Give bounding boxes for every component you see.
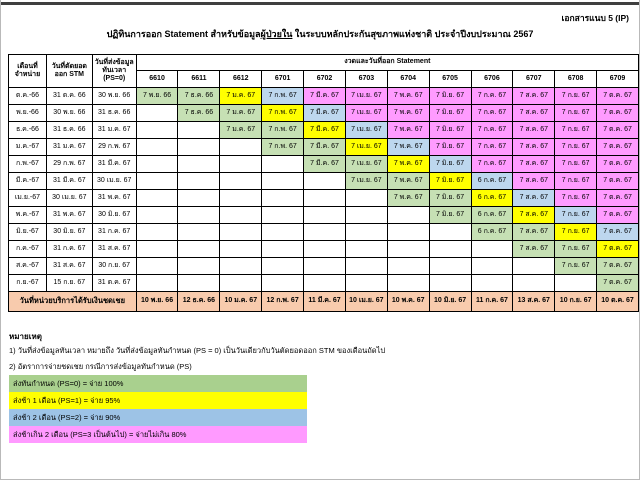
- month-cell: ต.ค.-66: [9, 88, 47, 105]
- statement-date-cell: 7 ธ.ค. 66: [178, 105, 220, 122]
- statement-date-cell: [471, 275, 513, 292]
- statement-date-cell: 7 ส.ค. 67: [513, 122, 555, 139]
- legend-item-ps1: ส่งช้า 1 เดือน (PS=1) = จ่าย 95%: [9, 392, 307, 409]
- cutoff-date-cell: 31 ต.ค. 66: [46, 88, 92, 105]
- statement-date-cell: [262, 190, 304, 207]
- page-title: [1, 27, 639, 41]
- month-cell: มี.ค.-67: [9, 173, 47, 190]
- table-row: [9, 224, 639, 241]
- statement-date-cell: 7 ต.ค. 67: [597, 139, 639, 156]
- statement-date-cell: 7 ก.พ. 67: [262, 122, 304, 139]
- month-cell: มิ.ย.-67: [9, 224, 47, 241]
- statement-date-cell: [178, 139, 220, 156]
- statement-date-cell: 7 มิ.ย. 67: [429, 122, 471, 139]
- col-header-month: เดือนที่จำหน่าย: [9, 55, 47, 88]
- payment-date-cell: 10 พ.ค. 67: [387, 292, 429, 312]
- statement-date-cell: [136, 173, 178, 190]
- month-cell: ม.ค.-67: [9, 139, 47, 156]
- statement-date-cell: [136, 258, 178, 275]
- col-header-cutoff: วันที่ตัดยอดออก STM: [46, 55, 92, 88]
- statement-date-cell: 7 ส.ค. 67: [513, 207, 555, 224]
- month-cell: ก.ย.-67: [9, 275, 47, 292]
- table-row: [9, 241, 639, 258]
- statement-date-cell: [178, 275, 220, 292]
- statement-date-cell: 7 ส.ค. 67: [513, 173, 555, 190]
- table-row: [9, 88, 639, 105]
- ontime-date-cell: 31 ก.ค. 67: [92, 224, 136, 241]
- statement-date-cell: [220, 207, 262, 224]
- statement-date-cell: 7 เม.ย. 67: [345, 122, 387, 139]
- period-header: 6610: [136, 71, 178, 88]
- statement-date-cell: 7 เม.ย. 67: [345, 173, 387, 190]
- statement-date-cell: [262, 224, 304, 241]
- table-row: [9, 105, 639, 122]
- statement-date-cell: [387, 207, 429, 224]
- statement-date-cell: 7 พ.ค. 67: [387, 139, 429, 156]
- ontime-date-cell: 31 ส.ค. 67: [92, 241, 136, 258]
- statement-date-cell: 7 ก.ย. 67: [555, 173, 597, 190]
- table-row: [9, 258, 639, 275]
- statement-date-cell: [178, 173, 220, 190]
- cutoff-date-cell: 30 พ.ย. 66: [46, 105, 92, 122]
- statement-date-cell: [136, 275, 178, 292]
- statement-date-cell: 7 เม.ย. 67: [345, 156, 387, 173]
- period-header: 6611: [178, 71, 220, 88]
- payment-date-cell: 11 มี.ค. 67: [304, 292, 346, 312]
- statement-date-cell: 7 มิ.ย. 67: [429, 88, 471, 105]
- statement-date-cell: 7 ก.ย. 67: [555, 207, 597, 224]
- statement-date-cell: [387, 275, 429, 292]
- month-cell: ส.ค.-67: [9, 258, 47, 275]
- statement-date-cell: [178, 241, 220, 258]
- statement-date-cell: [178, 224, 220, 241]
- note-2: 2) อัตราการจ่ายชดเชย กรณีการส่งข้อมูลทันกำหนด (PS): [9, 362, 192, 371]
- statement-date-cell: 7 ก.ย. 67: [555, 88, 597, 105]
- statement-date-cell: 7 ต.ค. 67: [597, 190, 639, 207]
- statement-date-cell: [220, 224, 262, 241]
- table-row: [9, 207, 639, 224]
- payment-date-cell: 13 ส.ค. 67: [513, 292, 555, 312]
- statement-date-cell: 7 ก.ย. 67: [555, 224, 597, 241]
- ontime-date-cell: 31 มี.ค. 67: [92, 156, 136, 173]
- statement-date-cell: 7 ต.ค. 67: [597, 275, 639, 292]
- attachment-label: เอกสารแนบ 5 (IP): [561, 13, 629, 23]
- statement-date-cell: 7 ก.ย. 67: [555, 258, 597, 275]
- table-row: [9, 122, 639, 139]
- statement-date-cell: [471, 241, 513, 258]
- legend-item-ps3: ส่งช้าเกิน 2 เดือน (PS=3 เป็นต้นไป) = จ่ายไม่เกิน 80%: [9, 426, 307, 443]
- statement-date-cell: 7 ก.ย. 67: [555, 122, 597, 139]
- legend-item-ps2: ส่งช้า 2 เดือน (PS=2) = จ่าย 90%: [9, 409, 307, 426]
- statement-date-cell: 7 พ.ค. 67: [387, 173, 429, 190]
- period-header: 6709: [597, 71, 639, 88]
- ontime-date-cell: 31 ม.ค. 67: [92, 122, 136, 139]
- statement-date-cell: [136, 207, 178, 224]
- page-top-border: [1, 2, 639, 5]
- statement-date-cell: [220, 275, 262, 292]
- period-header: 6706: [471, 71, 513, 88]
- statement-date-cell: [429, 258, 471, 275]
- statement-date-cell: 7 ต.ค. 67: [597, 241, 639, 258]
- cutoff-date-cell: 31 ม.ค. 67: [46, 139, 92, 156]
- payment-date-cell: 10 ก.ย. 67: [555, 292, 597, 312]
- statement-date-cell: 7 มี.ค. 67: [304, 105, 346, 122]
- statement-date-cell: [136, 122, 178, 139]
- period-header: 6701: [262, 71, 304, 88]
- statement-date-cell: [387, 241, 429, 258]
- col-header-statement-group: งวดและวันที่ออก Statement: [136, 55, 638, 71]
- statement-date-cell: [345, 190, 387, 207]
- statement-date-cell: 7 มิ.ย. 67: [429, 207, 471, 224]
- statement-date-cell: [220, 139, 262, 156]
- statement-date-cell: [387, 224, 429, 241]
- title-underlined-term: ผู้ป่วยใน: [260, 29, 293, 39]
- statement-calendar-table: [8, 54, 639, 312]
- statement-date-cell: 7 ต.ค. 67: [597, 224, 639, 241]
- statement-date-cell: 7 เม.ย. 67: [345, 88, 387, 105]
- statement-date-cell: 7 เม.ย. 67: [345, 139, 387, 156]
- month-cell: พ.ย.-66: [9, 105, 47, 122]
- statement-date-cell: [178, 207, 220, 224]
- month-cell: พ.ค.-67: [9, 207, 47, 224]
- payment-date-cell: 12 ก.พ. 67: [262, 292, 304, 312]
- period-header: 6612: [220, 71, 262, 88]
- statement-date-cell: [345, 258, 387, 275]
- ontime-date-cell: 31 ต.ค. 67: [92, 275, 136, 292]
- statement-date-cell: 7 ก.ย. 67: [555, 190, 597, 207]
- title-suffix: ในระบบหลักประกันสุขภาพแห่งชาติ ประจำปีงบประมาณ 2567: [292, 29, 534, 39]
- statement-date-cell: 7 ก.ค. 67: [471, 105, 513, 122]
- statement-date-cell: 7 ต.ค. 67: [597, 207, 639, 224]
- statement-date-cell: [555, 275, 597, 292]
- statement-date-cell: 7 ก.ค. 67: [471, 88, 513, 105]
- statement-date-cell: 6 ก.ค. 67: [471, 173, 513, 190]
- cutoff-date-cell: 30 เม.ย. 67: [46, 190, 92, 207]
- statement-date-cell: 7 ม.ค. 67: [220, 88, 262, 105]
- period-header: 6708: [555, 71, 597, 88]
- statement-date-cell: [513, 258, 555, 275]
- statement-date-cell: 7 ต.ค. 67: [597, 156, 639, 173]
- cutoff-date-cell: 15 ก.ย. 67: [46, 275, 92, 292]
- statement-date-cell: [345, 275, 387, 292]
- statement-date-cell: 7 ก.ย. 67: [555, 241, 597, 258]
- period-header: 6702: [304, 71, 346, 88]
- statement-date-cell: 7 มิ.ย. 67: [429, 190, 471, 207]
- statement-date-cell: 7 ส.ค. 67: [513, 139, 555, 156]
- statement-date-cell: 7 ส.ค. 67: [513, 224, 555, 241]
- period-header: 6703: [345, 71, 387, 88]
- ontime-date-cell: 31 พ.ค. 67: [92, 190, 136, 207]
- statement-date-cell: 7 ม.ค. 67: [220, 122, 262, 139]
- statement-date-cell: [304, 207, 346, 224]
- month-cell: ธ.ค.-66: [9, 122, 47, 139]
- statement-date-cell: [178, 122, 220, 139]
- statement-date-cell: [429, 275, 471, 292]
- statement-date-cell: [304, 258, 346, 275]
- statement-date-cell: 7 เม.ย. 67: [345, 105, 387, 122]
- statement-date-cell: [136, 105, 178, 122]
- statement-date-cell: [345, 224, 387, 241]
- statement-date-cell: [262, 207, 304, 224]
- statement-date-cell: 7 ม.ค. 67: [220, 105, 262, 122]
- payment-date-cell: 11 ก.ค. 67: [471, 292, 513, 312]
- statement-date-cell: [304, 275, 346, 292]
- statement-date-cell: 7 ต.ค. 67: [597, 105, 639, 122]
- month-cell: ก.ค.-67: [9, 241, 47, 258]
- payment-date-cell: 10 เม.ย. 67: [345, 292, 387, 312]
- statement-date-cell: [262, 241, 304, 258]
- statement-date-cell: 7 ก.ค. 67: [471, 122, 513, 139]
- statement-date-cell: 6 ก.ค. 67: [471, 224, 513, 241]
- statement-date-cell: 7 ส.ค. 67: [513, 105, 555, 122]
- statement-date-cell: 7 พ.ย. 66: [136, 88, 178, 105]
- statement-date-cell: [136, 241, 178, 258]
- ontime-date-cell: 30 มิ.ย. 67: [92, 207, 136, 224]
- statement-date-cell: [136, 156, 178, 173]
- statement-date-cell: [220, 173, 262, 190]
- statement-date-cell: 7 มิ.ย. 67: [429, 173, 471, 190]
- ontime-date-cell: 30 เม.ย. 67: [92, 173, 136, 190]
- statement-date-cell: [471, 258, 513, 275]
- payment-date-row: [9, 292, 639, 312]
- statement-date-cell: [136, 190, 178, 207]
- period-header: 6705: [429, 71, 471, 88]
- payment-date-cell: 10 ต.ค. 67: [597, 292, 639, 312]
- statement-date-cell: [304, 241, 346, 258]
- table-row: [9, 156, 639, 173]
- statement-date-cell: 7 พ.ค. 67: [387, 190, 429, 207]
- statement-date-cell: 7 พ.ค. 67: [387, 156, 429, 173]
- period-header: 6707: [513, 71, 555, 88]
- ontime-date-cell: 29 ก.พ. 67: [92, 139, 136, 156]
- statement-date-cell: 7 ธ.ค. 66: [178, 88, 220, 105]
- legend-item-ps0: ส่งทันกำหนด (PS=0) = จ่าย 100%: [9, 375, 307, 392]
- statement-date-cell: 6 ก.ค. 67: [471, 190, 513, 207]
- statement-date-cell: [262, 275, 304, 292]
- table-row: [9, 275, 639, 292]
- payment-date-cell: 10 ม.ค. 67: [220, 292, 262, 312]
- cutoff-date-cell: 31 มี.ค. 67: [46, 173, 92, 190]
- month-cell: เม.ย.-67: [9, 190, 47, 207]
- statement-date-cell: [304, 173, 346, 190]
- payment-rate-legend: [9, 375, 307, 443]
- statement-date-cell: 7 ก.ค. 67: [471, 139, 513, 156]
- statement-date-cell: [220, 241, 262, 258]
- note-1: 1) วันที่ส่งข้อมูลทันเวลา หมายถึง วันที่ส่งข้อมูลทันกำหนด (PS = 0) เป็นวันเดียวกับวันตัดยอดออก STM ของเดือนถัดไป: [9, 346, 386, 355]
- statement-date-cell: 7 ต.ค. 67: [597, 173, 639, 190]
- statement-date-cell: [262, 173, 304, 190]
- statement-date-cell: 7 ก.พ. 67: [262, 105, 304, 122]
- payment-date-cell: 10 พ.ย. 66: [136, 292, 178, 312]
- payment-date-cell: 12 ธ.ค. 66: [178, 292, 220, 312]
- statement-date-cell: 7 มี.ค. 67: [304, 122, 346, 139]
- notes-heading: หมายเหตุ: [9, 332, 42, 341]
- statement-date-cell: 7 ก.ย. 67: [555, 156, 597, 173]
- statement-date-cell: 7 ต.ค. 67: [597, 258, 639, 275]
- cutoff-date-cell: 30 มิ.ย. 67: [46, 224, 92, 241]
- statement-date-cell: 7 มิ.ย. 67: [429, 105, 471, 122]
- statement-date-cell: [262, 156, 304, 173]
- statement-date-cell: [178, 190, 220, 207]
- month-cell: ก.พ.-67: [9, 156, 47, 173]
- statement-date-cell: [262, 258, 304, 275]
- statement-date-cell: 7 ก.พ. 67: [262, 139, 304, 156]
- statement-date-cell: 7 พ.ค. 67: [387, 122, 429, 139]
- statement-date-cell: 7 มี.ค. 67: [304, 139, 346, 156]
- statement-date-cell: 7 ก.ค. 67: [471, 156, 513, 173]
- statement-date-cell: [304, 224, 346, 241]
- statement-date-cell: 7 พ.ค. 67: [387, 88, 429, 105]
- ontime-date-cell: 31 ธ.ค. 66: [92, 105, 136, 122]
- statement-date-cell: [178, 156, 220, 173]
- statement-date-cell: [304, 190, 346, 207]
- table-row: [9, 173, 639, 190]
- statement-date-cell: [429, 241, 471, 258]
- cutoff-date-cell: 31 ก.ค. 67: [46, 241, 92, 258]
- ontime-date-cell: 30 ก.ย. 67: [92, 258, 136, 275]
- statement-date-cell: [136, 139, 178, 156]
- statement-date-cell: [387, 258, 429, 275]
- payment-row-label: วันที่หน่วยบริการได้รับเงินชดเชย: [9, 292, 137, 312]
- statement-date-cell: 7 มี.ค. 67: [304, 156, 346, 173]
- statement-date-cell: 7 ก.ย. 67: [555, 139, 597, 156]
- statement-date-cell: [178, 258, 220, 275]
- statement-date-cell: [220, 258, 262, 275]
- statement-date-cell: [345, 207, 387, 224]
- cutoff-date-cell: 31 ธ.ค. 66: [46, 122, 92, 139]
- statement-date-cell: [513, 275, 555, 292]
- statement-date-cell: 7 ส.ค. 67: [513, 88, 555, 105]
- cutoff-date-cell: 31 ส.ค. 67: [46, 258, 92, 275]
- statement-date-cell: [220, 156, 262, 173]
- statement-date-cell: 7 ส.ค. 67: [513, 241, 555, 258]
- statement-date-cell: 7 ก.พ. 67: [262, 88, 304, 105]
- period-header: 6704: [387, 71, 429, 88]
- statement-date-cell: 7 ต.ค. 67: [597, 88, 639, 105]
- statement-date-cell: [345, 241, 387, 258]
- statement-date-cell: 7 ส.ค. 67: [513, 156, 555, 173]
- table-row: [9, 139, 639, 156]
- col-header-ontime: วันที่ส่งข้อมูลทันเวลา (PS=0): [92, 55, 136, 88]
- statement-date-cell: 7 ต.ค. 67: [597, 122, 639, 139]
- statement-date-cell: [429, 224, 471, 241]
- statement-date-cell: 7 ส.ค. 67: [513, 190, 555, 207]
- statement-date-cell: 7 มี.ค. 67: [304, 88, 346, 105]
- statement-date-cell: 7 พ.ค. 67: [387, 105, 429, 122]
- table-row: [9, 190, 639, 207]
- statement-date-cell: 7 ก.ย. 67: [555, 105, 597, 122]
- ontime-date-cell: 30 พ.ย. 66: [92, 88, 136, 105]
- statement-date-cell: [220, 190, 262, 207]
- statement-date-cell: [136, 224, 178, 241]
- statement-date-cell: 6 ก.ค. 67: [471, 207, 513, 224]
- statement-date-cell: 7 มิ.ย. 67: [429, 139, 471, 156]
- payment-date-cell: 10 มิ.ย. 67: [429, 292, 471, 312]
- cutoff-date-cell: 29 ก.พ. 67: [46, 156, 92, 173]
- title-prefix: ปฏิทินการออก Statement สำหรับข้อมูล: [106, 29, 261, 39]
- statement-date-cell: 7 มิ.ย. 67: [429, 156, 471, 173]
- cutoff-date-cell: 31 พ.ค. 67: [46, 207, 92, 224]
